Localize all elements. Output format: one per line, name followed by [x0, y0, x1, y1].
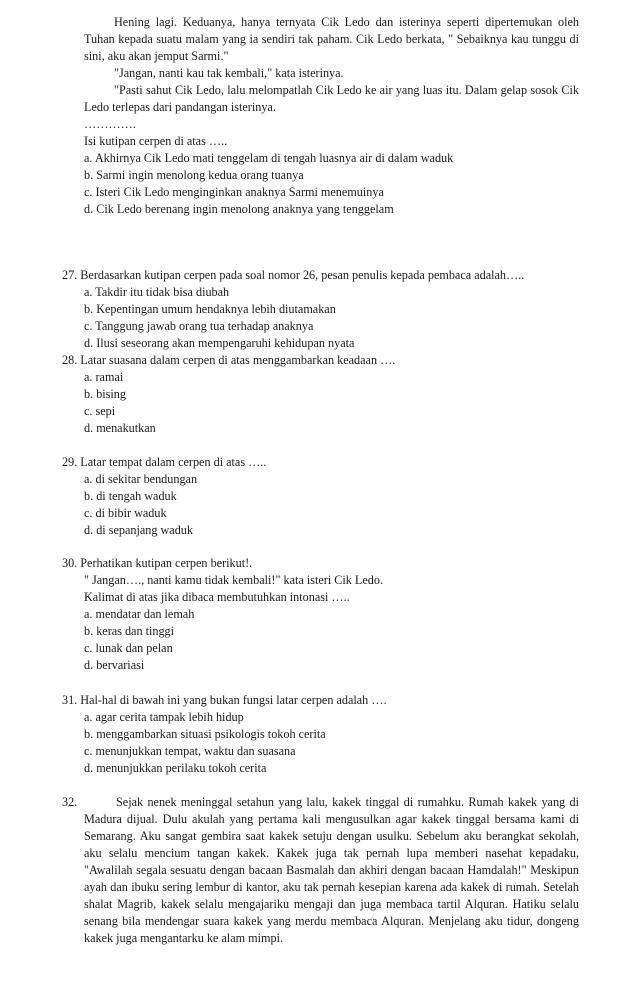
question-28-option-d: d. menakutkan [84, 421, 156, 435]
question-29-option-c: c. di bibir waduk [84, 506, 167, 520]
question-29 [62, 454, 582, 539]
question-28-text: 28. Latar suasana dalam cerpen di atas menggambarkan keadaan …. [62, 353, 396, 367]
question-30-prompt: Kalimat di atas jika dibaca membutuhkan intonasi ….. [84, 590, 350, 604]
question-32-number: 32. [62, 795, 78, 809]
question-26-option-c: c. Isteri Cik Ledo menginginkan anaknya Sarmi menemuinya [84, 185, 384, 199]
question-29-text: 29. Latar tempat dalam cerpen di atas ….. [62, 455, 267, 469]
question-30-option-c: c. lunak dan pelan [84, 641, 173, 655]
question-31-option-d: d. menunjukkan perilaku tokoh cerita [84, 761, 267, 775]
question-31 [62, 692, 582, 777]
question-28-option-b: b. bising [84, 387, 126, 401]
excerpt-paragraph-1: Hening lagi. Keduanya, hanya ternyata Cik Ledo dan isterinya seperti dipertemukan oleh Tuhan kepada suatu malam yang ia sendiri tak paham. Cik Ledo berkata, " Sebaiknya kau tunggu di sini, aku akan jemput Sarmi." [84, 15, 579, 63]
question-27 [62, 267, 582, 352]
question-30-quote: " Jangan…., nanti kamu tidak kembali!" kata isteri Cik Ledo. [84, 573, 383, 587]
question-30-option-d: d. bervariasi [84, 658, 145, 672]
question-31-option-b: b. menggambarkan situasi psikologis tokoh cerita [84, 727, 326, 741]
story-excerpt [84, 14, 579, 218]
question-29-option-b: b. di tengah waduk [84, 489, 177, 503]
question-26-text: Isi kutipan cerpen di atas ….. [84, 134, 228, 148]
question-27-option-b: b. Kepentingan umum hendaknya lebih diutamakan [84, 302, 336, 316]
question-31-option-a: a. agar cerita tampak lebih hidup [84, 710, 244, 724]
excerpt-paragraph-2: "Jangan, nanti kau tak kembali," kata isterinya. [114, 66, 344, 80]
question-32-passage-block [84, 794, 579, 947]
question-29-option-a: a. di sekitar bendungan [84, 472, 198, 486]
question-27-text: 27. Berdasarkan kutipan cerpen pada soal nomor 26, pesan penulis kepada pembaca adalah….. [62, 268, 525, 282]
question-27-option-a: a. Takdir itu tidak bisa diubah [84, 285, 230, 299]
question-28-option-c: c. sepi [84, 404, 116, 418]
question-28-option-a: a. ramai [84, 370, 124, 384]
question-26-option-b: b. Sarmi ingin menolong kedua orang tuanya [84, 168, 304, 182]
question-30-text: 30. Perhatikan kutipan cerpen berikut!. [62, 556, 253, 570]
question-27-option-c: c. Tanggung jawab orang tua terhadap anaknya [84, 319, 314, 333]
excerpt-ellipsis: …………. [84, 117, 136, 131]
question-30-option-a: a. mendatar dan lemah [84, 607, 195, 621]
question-26-option-a: a. Akhirnya Cik Ledo mati tenggelam di tengah luasnya air di dalam waduk [84, 151, 454, 165]
question-31-option-c: c. menunjukkan tempat, waktu dan suasana [84, 744, 296, 758]
question-29-option-d: d. di sepanjang waduk [84, 523, 193, 537]
question-30 [62, 555, 582, 674]
question-27-option-d: d. Ilusi seseorang akan mempengaruhi kehidupan nyata [84, 336, 355, 350]
question-31-text: 31. Hal-hal di bawah ini yang bukan fungsi latar cerpen adalah …. [62, 693, 387, 707]
question-28 [62, 352, 582, 437]
question-26-option-d: d. Cik Ledo berenang ingin menolong anaknya yang tenggelam [84, 202, 394, 216]
excerpt-paragraph-3: "Pasti sahut Cik Ledo, lalu melompatlah Cik Ledo ke air yang luas itu. Dalam gelap sosok Cik Ledo terlepas dari pandangan isterinya. [84, 83, 579, 114]
question-30-option-b: b. keras dan tinggi [84, 624, 175, 638]
question-32-passage: Sejak nenek meninggal setahun yang lalu, kakek tinggal di rumahku. Rumah kakek yang di Madura dijual. Dulu akulah yang pertama kali mengusulkan agar kakek tinggal bersama kami di Semarang. Aku sangat gembira saat kakek setuju dengan usulku. Sebelum aku berangkat sekolah, aku selalu mencium tangan kakek. Kakek juga tak pernah lupa memberi nasehat kepadaku, "Awalilah segala sesuatu dengan bacaan Basmalah dan akhiri dengan bacaan Hamdalah!" Meskipun ayah dan ibuku sering lembur di kantor, aku tak pernah kesepian karena ada kakek di rumah. Setelah shalat Magrib, kakek selalu mengajariku mengaji dan juga membaca tartil Alquran. Hatiku selalu senang bila mendengar suara kakek yang merdu membaca Alquran. Menjelang aku tidur, dongeng kakek juga mengantarku ke alam mimpi. [84, 795, 579, 945]
